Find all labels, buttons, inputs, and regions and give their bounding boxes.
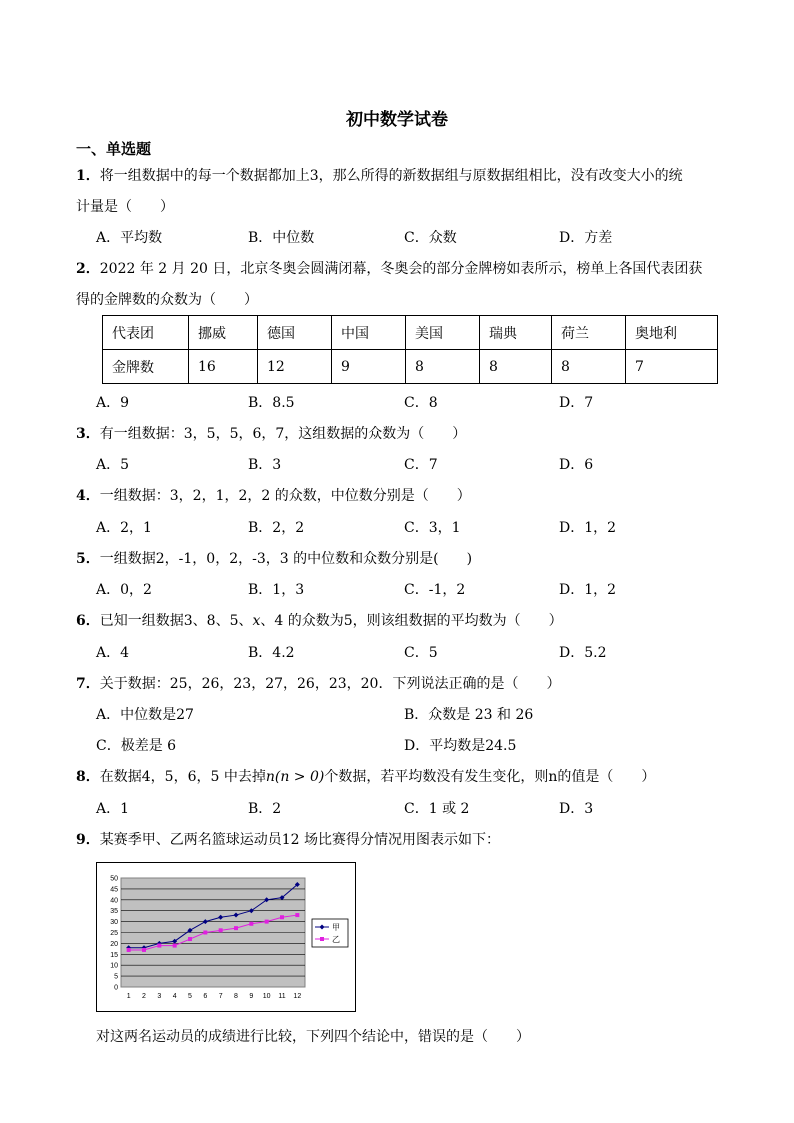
table-cell: 瑞典 — [480, 316, 552, 350]
question-text: 有一组数据：3，5，5，6，7，这组数据的众数为（ ） — [99, 426, 467, 442]
table-cell: 美国 — [406, 316, 480, 350]
math-variable: x — [252, 613, 261, 629]
y-tick-label: 15 — [110, 951, 118, 959]
data-point — [127, 948, 131, 952]
x-tick-label: 6 — [203, 993, 208, 1000]
option-b[interactable]: B．1，3 — [248, 582, 305, 598]
question-number: 2． — [76, 261, 100, 277]
question-text-part: 、4 的众数为5，则该组数据的平均数为（ ） — [260, 613, 563, 629]
legend-label: 乙 — [332, 935, 340, 944]
y-tick-label: 40 — [110, 897, 118, 905]
question-8 — [76, 766, 655, 786]
option-b[interactable]: B．2，2 — [248, 520, 305, 536]
question-7 — [76, 673, 560, 693]
option-d[interactable]: D．平均数是24.5 — [404, 738, 517, 754]
data-point — [234, 926, 238, 930]
page-title: 初中数学试卷 — [346, 110, 448, 130]
table-row — [103, 350, 718, 384]
question-5 — [76, 548, 472, 568]
question-2-line-1 — [76, 258, 702, 278]
option-d[interactable]: D．方差 — [559, 230, 613, 246]
chart-svg — [97, 863, 355, 1011]
data-point — [173, 944, 177, 948]
table-cell: 挪威 — [189, 316, 258, 350]
question-text: 2022 年 2 月 20 日，北京冬奥会圆满闭幕，冬奥会的部分金牌榜如表所示，榜单上各国代表团获 — [99, 261, 703, 277]
x-tick-label: 12 — [293, 993, 302, 1000]
option-d[interactable]: D．3 — [559, 801, 594, 817]
option-c[interactable]: C．5 — [404, 645, 438, 661]
y-tick-label: 0 — [114, 984, 118, 992]
question-text: 将一组数据中的每一个数据都加上3，那么所得的新数据组与原数据组相比，没有改变大小的统 — [99, 168, 683, 184]
data-point — [249, 922, 253, 926]
data-point — [203, 931, 207, 935]
table-cell: 荷兰 — [552, 316, 626, 350]
y-tick-label: 20 — [110, 940, 118, 948]
y-tick-label: 10 — [110, 962, 118, 970]
option-c[interactable]: C．-1，2 — [404, 582, 466, 598]
option-a[interactable]: A．平均数 — [96, 230, 163, 246]
option-b[interactable]: B．众数是 23 和 26 — [404, 707, 534, 723]
x-tick-label: 2 — [142, 993, 146, 1000]
option-a[interactable]: A．中位数是27 — [96, 707, 194, 723]
question-text-part: 个数据，若平均数没有发生变化，则 — [324, 769, 549, 785]
table-cell: 代表团 — [103, 316, 189, 350]
x-tick-label: 4 — [172, 993, 177, 1000]
data-point — [219, 928, 223, 932]
option-c[interactable]: C．1 或 2 — [404, 801, 470, 817]
table-cell: 8 — [552, 350, 626, 384]
table-cell: 金牌数 — [103, 350, 189, 384]
option-c[interactable]: C．8 — [404, 395, 438, 411]
question-text: 关于数据：25，26，23，27，26，23，20．下列说法正确的是（ ） — [99, 676, 561, 692]
table-cell: 8 — [480, 350, 552, 384]
option-b[interactable]: B．2 — [248, 801, 282, 817]
option-a[interactable]: A．2，1 — [96, 520, 152, 536]
question-number: 9． — [76, 832, 100, 848]
option-c[interactable]: C．7 — [404, 457, 438, 473]
question-number: 8． — [76, 769, 100, 785]
option-b[interactable]: B．3 — [248, 457, 282, 473]
option-b[interactable]: B．中位数 — [248, 230, 315, 246]
question-text: 某赛季甲、乙两名篮球运动员12 场比赛得分情况用图表示如下： — [99, 832, 501, 848]
legend-box — [312, 919, 348, 947]
table-cell: 中国 — [332, 316, 406, 350]
medal-table — [102, 315, 718, 384]
data-point — [295, 913, 299, 917]
section-heading: 一、单选题 — [76, 140, 152, 158]
x-tick-label: 7 — [218, 993, 223, 1000]
option-d[interactable]: D．6 — [559, 457, 594, 473]
y-tick-label: 30 — [110, 919, 118, 927]
question-number: 6． — [76, 613, 100, 629]
table-cell: 奥地利 — [626, 316, 718, 350]
x-tick-label: 10 — [262, 993, 271, 1000]
x-tick-label: 8 — [234, 993, 238, 1000]
option-d[interactable]: D．7 — [559, 395, 594, 411]
option-a[interactable]: A．1 — [96, 801, 130, 817]
score-line-chart — [96, 862, 356, 1012]
data-point — [157, 944, 161, 948]
question-text-part: 已知一组数据3、8、5、 — [99, 613, 253, 629]
option-c[interactable]: C．3，1 — [404, 520, 461, 536]
y-tick-label: 5 — [114, 973, 118, 981]
question-6 — [76, 610, 563, 630]
x-tick-label: 1 — [126, 993, 131, 1000]
question-number: 3． — [76, 426, 100, 442]
question-9 — [76, 829, 500, 849]
question-4 — [76, 485, 471, 505]
question-text: 一组数据：3，2，1，2，2 的众数，中位数分别是（ ） — [99, 488, 471, 504]
question-text: 一组数据2，-1，0，2，-3，3 的中位数和众数分别是( ) — [99, 551, 473, 567]
math-expression: n(n > 0) — [265, 769, 325, 785]
x-tick-label: 11 — [278, 993, 286, 1000]
option-c[interactable]: C．众数 — [404, 230, 457, 246]
math-variable: n — [548, 769, 558, 785]
data-point — [265, 920, 269, 924]
data-point — [280, 915, 284, 919]
option-a[interactable]: A．0，2 — [96, 582, 152, 598]
y-tick-label: 50 — [110, 875, 118, 883]
x-tick-label: 9 — [249, 993, 254, 1000]
data-point — [142, 948, 146, 952]
data-point — [188, 937, 192, 941]
y-tick-label: 25 — [110, 930, 118, 937]
question-number: 7． — [76, 676, 100, 692]
table-cell: 7 — [626, 350, 718, 384]
option-d[interactable]: D．1，2 — [559, 582, 617, 598]
question-1-line-1 — [76, 165, 683, 185]
table-cell: 8 — [406, 350, 480, 384]
y-tick-label: 35 — [110, 908, 118, 916]
question-1-line-2: 计量是（ ） — [76, 199, 174, 215]
option-d[interactable]: D．5.2 — [559, 645, 607, 661]
option-c[interactable]: C．极差是 6 — [96, 738, 177, 754]
table-cell: 德国 — [258, 316, 332, 350]
y-tick-label: 45 — [110, 886, 118, 894]
option-b[interactable]: B．8.5 — [248, 395, 295, 411]
option-a[interactable]: A．4 — [96, 645, 130, 661]
table-row — [103, 316, 718, 350]
question-2-line-2: 得的金牌数的众数为（ ） — [76, 292, 258, 308]
question-number: 4． — [76, 488, 100, 504]
option-a[interactable]: A．5 — [96, 457, 130, 473]
option-a[interactable]: A．9 — [96, 395, 130, 411]
table-cell: 9 — [332, 350, 406, 384]
table-cell: 12 — [258, 350, 332, 384]
x-tick-label: 5 — [188, 993, 192, 1000]
question-text-part: 的值是（ ） — [557, 769, 656, 785]
legend-label: 甲 — [332, 923, 340, 932]
question-9-line-2: 对这两名运动员的成绩进行比较，下列四个结论中，错误的是（ ） — [96, 1029, 530, 1045]
option-d[interactable]: D．1，2 — [559, 520, 617, 536]
legend-marker — [320, 937, 324, 941]
question-text-part: 在数据4，5，6，5 中去掉 — [99, 769, 266, 785]
question-number: 1． — [76, 168, 100, 184]
question-number: 5． — [76, 551, 100, 567]
x-tick-label: 3 — [157, 993, 162, 1000]
option-b[interactable]: B．4.2 — [248, 645, 295, 661]
question-3 — [76, 423, 466, 443]
table-cell: 16 — [189, 350, 258, 384]
